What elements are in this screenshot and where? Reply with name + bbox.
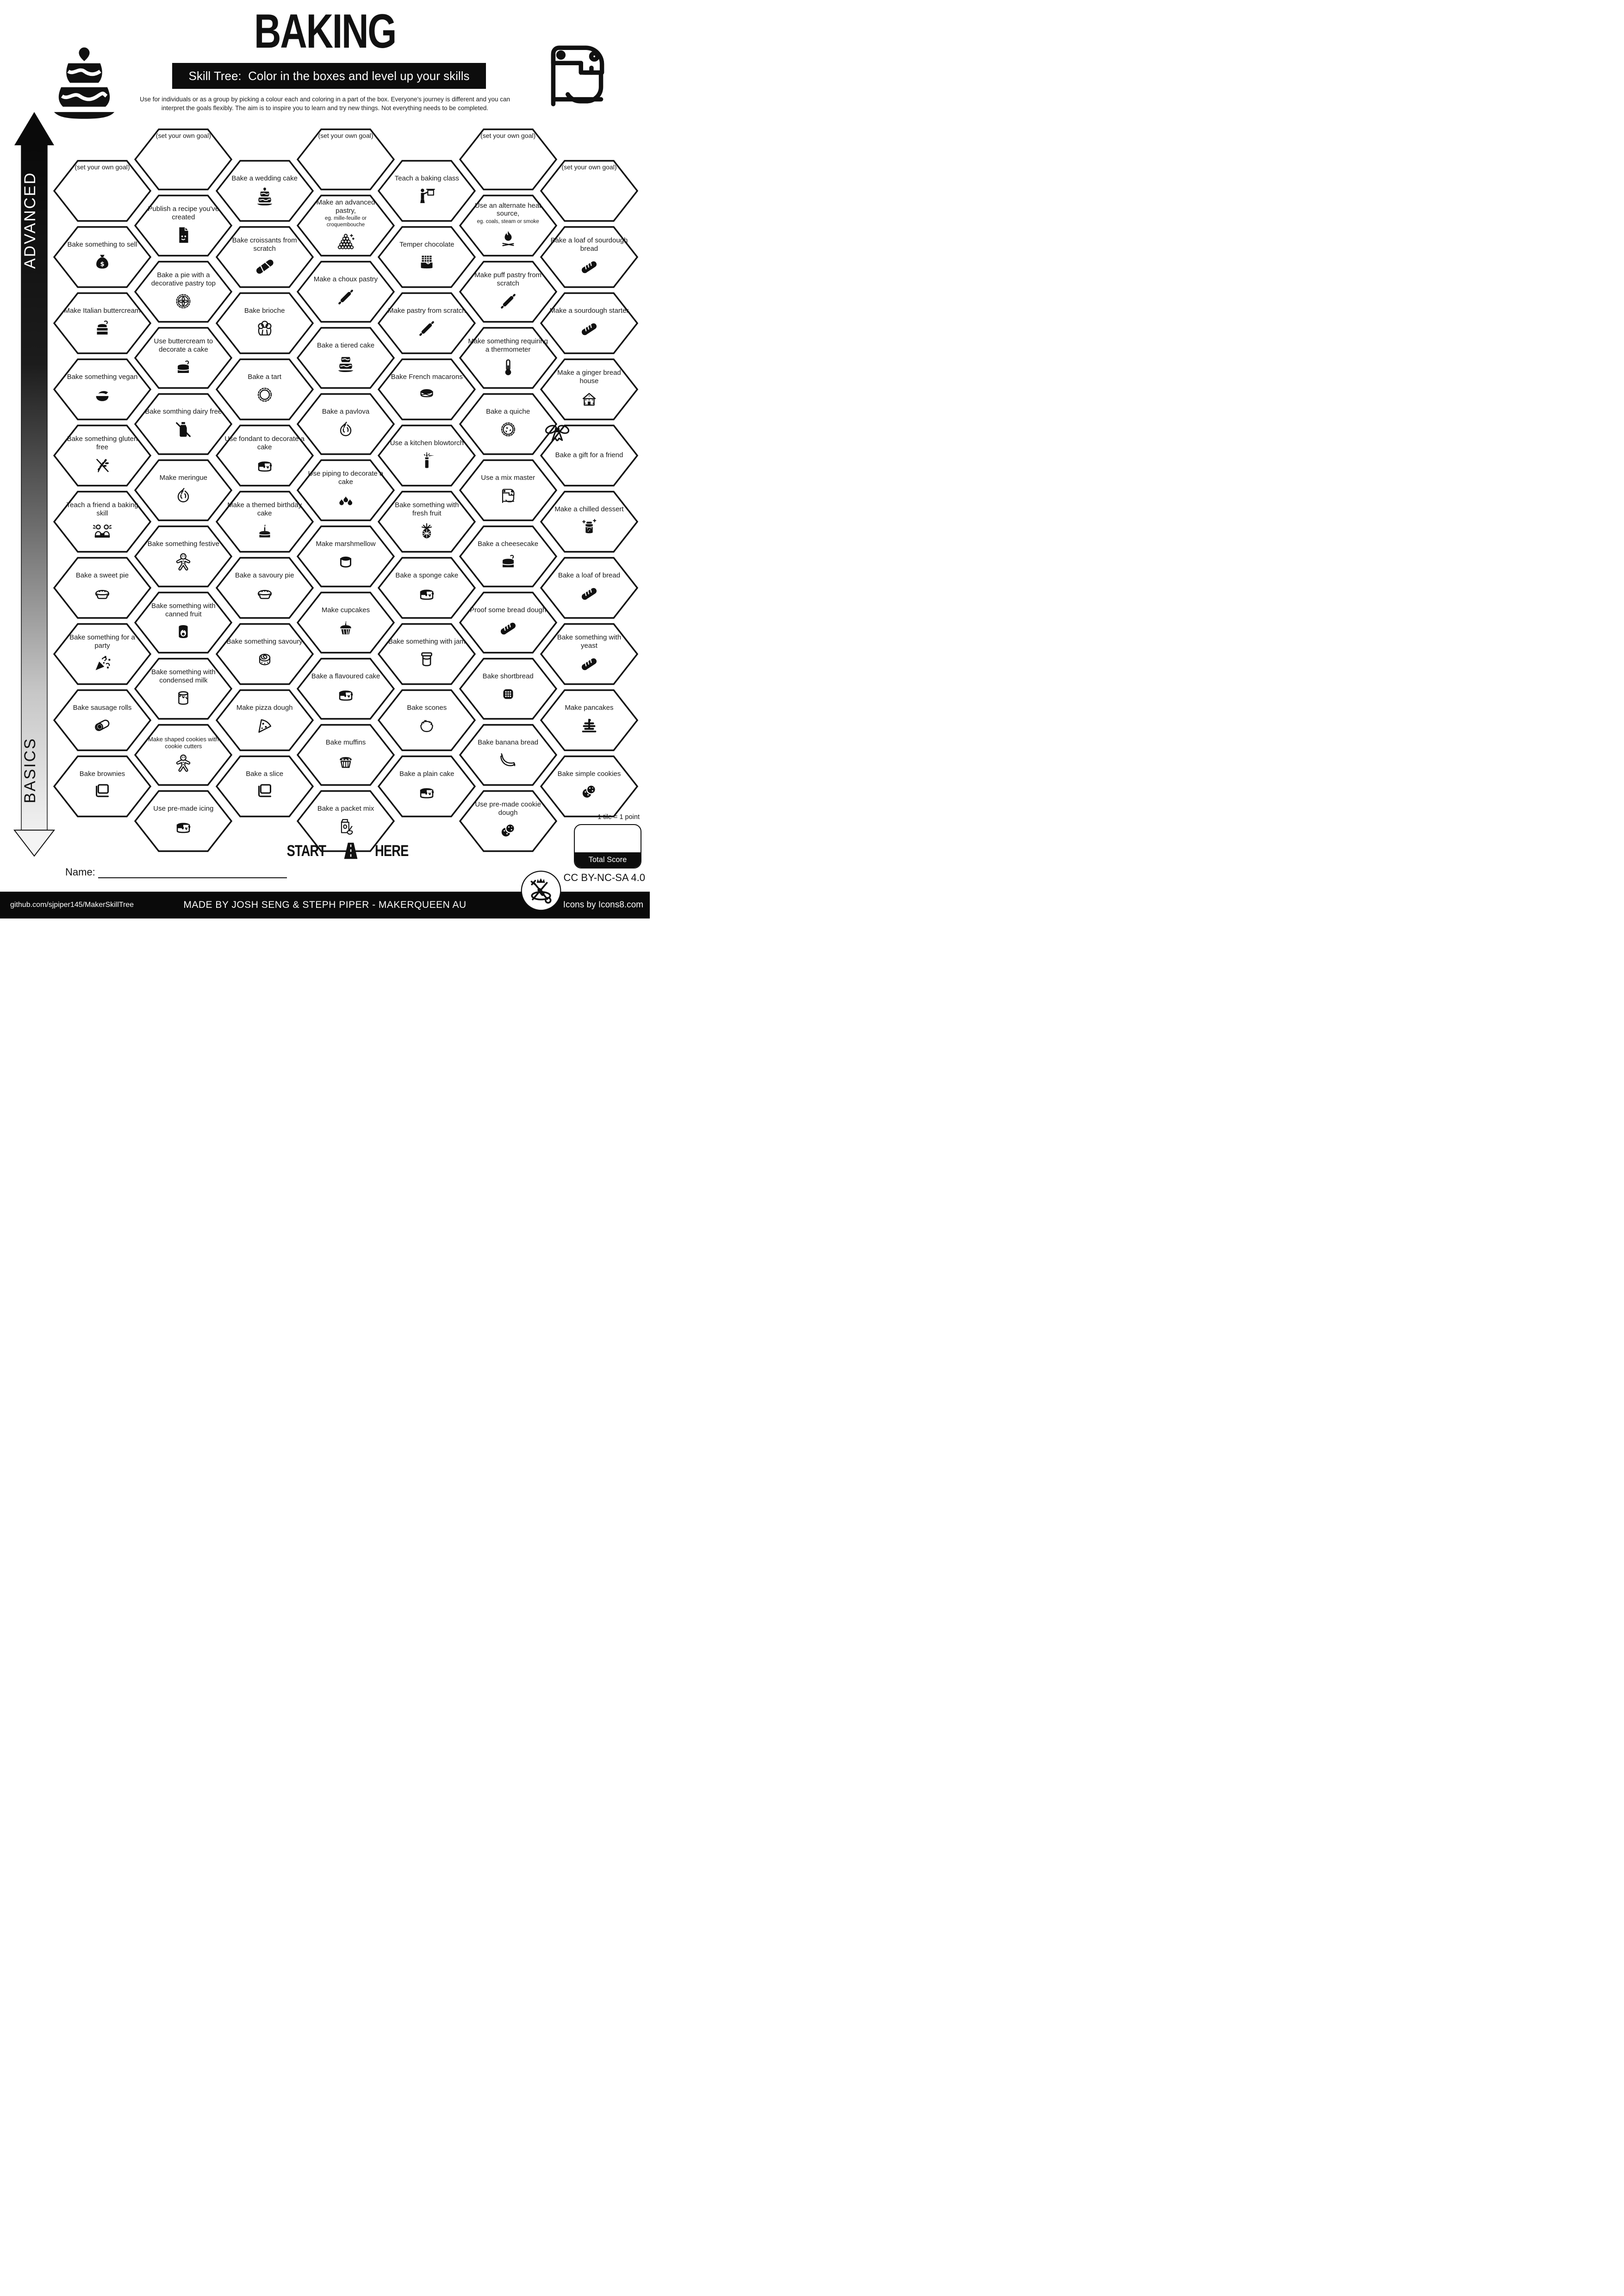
chilled-jar-icon xyxy=(579,516,600,538)
bowl-icon xyxy=(92,384,113,405)
total-score-box[interactable] xyxy=(574,824,641,869)
money-bag-icon xyxy=(92,252,113,273)
stand-mixer-icon xyxy=(498,485,519,506)
description-line2: interpret the goals flexibly. The aim is to inspire you to learn and try new things. Not everything needs to be completed. xyxy=(161,104,489,112)
piping-icon xyxy=(335,489,356,510)
hex-label: Make marshmellow xyxy=(316,540,376,548)
pancakes-icon xyxy=(579,715,600,736)
drip-cake-icon xyxy=(416,583,437,604)
baking-skill-tree-poster xyxy=(0,0,650,918)
tart-icon xyxy=(254,384,275,405)
hex-label: Make pizza dough xyxy=(236,704,293,712)
scone-icon xyxy=(416,715,437,736)
hex-label: Bake something with canned fruit xyxy=(151,602,216,618)
meringue-icon xyxy=(335,419,356,440)
frosted-cake-icon xyxy=(173,357,194,378)
hex-label: Make something requiring a thermometer xyxy=(468,337,548,354)
hex-label: Bake a quiche xyxy=(486,408,530,416)
description xyxy=(126,95,524,113)
hex-label: Bake a sponge cake xyxy=(395,571,459,580)
jam-jar-icon xyxy=(416,649,437,670)
hex-label: Bake muffins xyxy=(325,738,366,747)
gift-bow-icon xyxy=(542,417,572,449)
party-popper-icon xyxy=(92,653,113,674)
bread-icon xyxy=(579,653,600,674)
hex-label: Bake a pavlova xyxy=(322,408,370,416)
hex-label: (set your own goal) xyxy=(75,163,130,171)
shortbread-icon xyxy=(498,683,519,705)
cookies-icon xyxy=(579,781,600,802)
hex-label: Bake a packet mix xyxy=(317,805,374,813)
can-icon xyxy=(173,621,194,643)
hex-label: Bake something with yeast xyxy=(557,633,622,650)
croissant-icon xyxy=(254,256,275,277)
people-icon xyxy=(92,521,113,542)
frosted-cake-icon xyxy=(498,551,519,572)
hex-label: Make a ginger bread house xyxy=(557,369,621,385)
swirl-bun-icon xyxy=(254,649,275,670)
wheat-crossed-icon xyxy=(92,454,113,476)
gingerbread-man-icon xyxy=(173,752,194,774)
campfire-icon xyxy=(498,228,519,249)
footer-credit: MADE BY JOSH SENG & STEPH PIPER - MAKERQUEEN AU xyxy=(183,900,467,910)
hex-label: Bake a plain cake xyxy=(399,770,454,778)
hex-label: Make pastry from scratch xyxy=(388,307,466,315)
can-drip-icon xyxy=(173,688,194,709)
pie-icon xyxy=(254,583,275,604)
pie-icon xyxy=(92,583,113,604)
hex-label: Make shaped cookies with cookie cutters xyxy=(148,735,219,750)
blowtorch-icon xyxy=(416,450,437,472)
brioche-icon xyxy=(254,318,275,339)
hex-label: Use an alternate heat source, xyxy=(474,201,541,218)
hex-content xyxy=(540,622,639,686)
name-label: Name: xyxy=(65,866,95,878)
subtitle-bar xyxy=(172,63,486,89)
axis-label-advanced: ADVANCED xyxy=(21,171,39,269)
birthday-cake-icon xyxy=(254,521,275,542)
hex-content xyxy=(540,358,639,421)
meringue-icon xyxy=(173,485,194,506)
hex-label: Use a mix master xyxy=(481,474,535,482)
macaron-icon xyxy=(416,384,437,405)
hex-make-a-chilled-dessert[interactable] xyxy=(540,490,639,553)
gingerbread-man-icon xyxy=(173,551,194,572)
hex-label: Make cupcakes xyxy=(321,606,370,614)
hex-label: Bake a tart xyxy=(248,373,281,381)
hex-label: (set your own goal) xyxy=(561,163,617,171)
cookies-icon xyxy=(498,820,519,841)
hex-label: Use pre-made icing xyxy=(153,805,214,813)
hex-label: Bake a gift for a friend xyxy=(555,451,623,459)
hex-bake-a-loaf-of-sourdough-bread[interactable] xyxy=(540,225,639,289)
muffin-icon xyxy=(335,750,356,771)
footer-icons-credit: Icons by Icons8.com xyxy=(563,900,643,910)
hex-content xyxy=(540,159,639,223)
page-title: BAKING xyxy=(254,5,396,58)
hex-content xyxy=(540,292,639,355)
document-icon xyxy=(173,224,194,246)
hex-bake-something-with-yeast[interactable] xyxy=(540,622,639,686)
stand-mixer-logo-icon xyxy=(531,26,623,123)
baking-pan-icon xyxy=(92,781,113,802)
baking-pan-icon xyxy=(254,781,275,802)
pineapple-icon xyxy=(416,521,437,542)
hex-bake-a-gift-for-a-friend[interactable] xyxy=(540,424,639,487)
hex-bake-a-loaf-of-bread[interactable] xyxy=(540,556,639,620)
teacher-icon xyxy=(416,186,437,207)
hex-bake-simple-cookies[interactable] xyxy=(540,755,639,818)
rolling-pin-icon xyxy=(335,286,356,308)
rolling-pin-icon xyxy=(416,318,437,339)
hex-label: Bake something to sell xyxy=(67,241,137,249)
hex-label: Bake a wedding cake xyxy=(231,174,298,183)
croquembouche-icon xyxy=(335,231,356,252)
start-here-marker xyxy=(259,840,435,862)
description-line1: Use for individuals or as a group by picking a colour each and coloring in a part of the box. Everyone's journey is different and you can xyxy=(139,96,510,103)
hex-set-your-own-goal[interactable] xyxy=(540,159,639,223)
hex-content xyxy=(540,490,639,553)
hex-label: Make a choux pastry xyxy=(313,275,378,284)
hex-label: Make a sourdough starter xyxy=(549,307,629,315)
pizza-slice-icon xyxy=(254,715,275,736)
sausage-roll-icon xyxy=(92,715,113,736)
hex-label: Bake something with jam xyxy=(388,638,466,646)
hex-label: (set your own goal) xyxy=(156,131,211,139)
hex-label: Bake a loaf of bread xyxy=(558,571,621,580)
drip-cake-icon xyxy=(173,816,194,837)
hex-label: Bake croissants from scratch xyxy=(232,236,297,253)
hex-label: Use piping to decorate a cake xyxy=(308,470,384,486)
hex-label: Make meringue xyxy=(159,474,208,482)
hex-label: Bake a flavoured cake xyxy=(311,672,380,681)
thermometer-icon xyxy=(498,357,519,378)
gingerbread-house-icon xyxy=(579,388,600,410)
packet-mix-icon xyxy=(335,816,356,837)
hex-label: Bake a tiered cake xyxy=(317,341,375,350)
hex-label: Bake scones xyxy=(407,704,447,712)
road-icon xyxy=(336,840,365,862)
hex-label: Make a themed birthday cake xyxy=(227,501,302,517)
bread-icon xyxy=(579,318,600,339)
name-input-line[interactable] xyxy=(98,866,287,878)
wedding-cake-icon xyxy=(254,186,275,207)
license-text: CC BY-NC-SA 4.0 xyxy=(563,872,645,883)
hex-make-a-ginger-bread-house[interactable] xyxy=(540,358,639,421)
hex-sublabel: eg. mille-feuille or croquembouche xyxy=(324,216,367,228)
hex-label: Bake a cheesecake xyxy=(478,540,539,548)
name-row xyxy=(65,866,287,878)
hex-label: Teach a friend a baking skill xyxy=(66,501,138,517)
total-score-label: Total Score xyxy=(588,856,627,864)
hex-label: Bake something vegan xyxy=(67,373,138,381)
drip-cake-icon xyxy=(335,683,356,705)
hex-label: Make an advanced pastry, xyxy=(316,199,375,215)
hex-label: Bake something for a party xyxy=(69,633,135,650)
rolling-pin-icon xyxy=(498,291,519,312)
hex-label: Proof some bread dough xyxy=(470,606,547,614)
bread-icon xyxy=(579,256,600,277)
hex-label: Bake a savoury pie xyxy=(235,571,294,580)
pie-lattice-icon xyxy=(173,291,194,312)
hex-label: Make puff pastry from scratch xyxy=(474,271,542,287)
hex-label: Bake something gluten free xyxy=(67,435,138,451)
hex-label: Bake somthing dairy free xyxy=(145,408,222,416)
hex-label: Bake brioche xyxy=(244,307,285,315)
hex-sublabel: eg. coals, steam or smoke xyxy=(477,219,539,225)
hex-label: Bake simple cookies xyxy=(557,770,621,778)
hex-label: Bake a pie with a decorative pastry top xyxy=(151,271,216,287)
cupcake-icon xyxy=(335,617,356,639)
hex-label: (set your own goal) xyxy=(480,131,536,139)
hex-label: Publish a recipe you've created xyxy=(148,205,219,221)
hex-label: Bake shortbread xyxy=(482,672,534,681)
hex-label: Bake a slice xyxy=(246,770,284,778)
hex-label: Use buttercream to decorate a cake xyxy=(154,337,213,354)
hex-label: Bake a sweet pie xyxy=(75,571,129,580)
cake-slice-icon xyxy=(92,318,113,339)
hex-label: Use fondant to decorate a cake xyxy=(224,435,305,451)
hex-content xyxy=(540,689,639,752)
subtitle-text: Skill Tree: Color in the boxes and level up your skills xyxy=(188,68,470,83)
hex-label: Bake something with condensed milk xyxy=(151,668,216,684)
hex-label: Bake something festive xyxy=(147,540,219,548)
hex-label: Bake sausage rolls xyxy=(73,704,132,712)
axis-label-basics: BASICS xyxy=(21,737,39,804)
drip-cake-icon xyxy=(254,454,275,476)
quiche-icon xyxy=(498,419,519,440)
drip-cake-icon xyxy=(416,781,437,802)
footer-github-url: github.com/sjpiper145/MakerSkillTree xyxy=(10,901,134,909)
start-word: START xyxy=(286,842,326,860)
here-word: HERE xyxy=(374,842,409,860)
hex-label: Bake brownies xyxy=(79,770,125,778)
tile-point-note: 1 tile = 1 point xyxy=(597,813,640,821)
hex-make-pancakes[interactable] xyxy=(540,689,639,752)
hex-content xyxy=(540,556,639,620)
hex-label: Bake something with fresh fruit xyxy=(395,501,459,517)
hex-make-a-sourdough-starter[interactable] xyxy=(540,292,639,355)
makerqueen-logo-icon xyxy=(520,870,562,912)
hex-label: Bake something savoury xyxy=(226,638,303,646)
svg-text:$: $ xyxy=(100,261,105,268)
chocolate-bar-icon xyxy=(416,252,437,273)
hex-label: Bake French macarons xyxy=(391,373,463,381)
hex-label: Make pancakes xyxy=(565,704,614,712)
hex-content xyxy=(540,225,639,289)
tiered-cake-icon xyxy=(335,353,356,374)
hex-content xyxy=(540,755,639,818)
no-milk-icon xyxy=(173,419,194,440)
hex-label: Bake a loaf of sourdough bread xyxy=(550,236,628,253)
banana-icon xyxy=(498,750,519,771)
hex-label: Use a kitchen blowtorch xyxy=(390,439,464,447)
hex-label: Bake banana bread xyxy=(478,738,539,747)
hex-label: Temper chocolate xyxy=(399,241,454,249)
bread-icon xyxy=(579,583,600,604)
hex-label: Make a chilled dessert xyxy=(554,505,624,514)
marshmallow-icon xyxy=(335,551,356,572)
hex-label: Make Italian buttercream xyxy=(64,307,141,315)
total-score-band xyxy=(575,852,641,868)
hex-label: Teach a baking class xyxy=(394,174,459,183)
hex-label: Use pre-made cookie dough xyxy=(475,800,541,817)
hex-label: (set your own goal) xyxy=(318,131,373,139)
bread-icon xyxy=(498,617,519,639)
